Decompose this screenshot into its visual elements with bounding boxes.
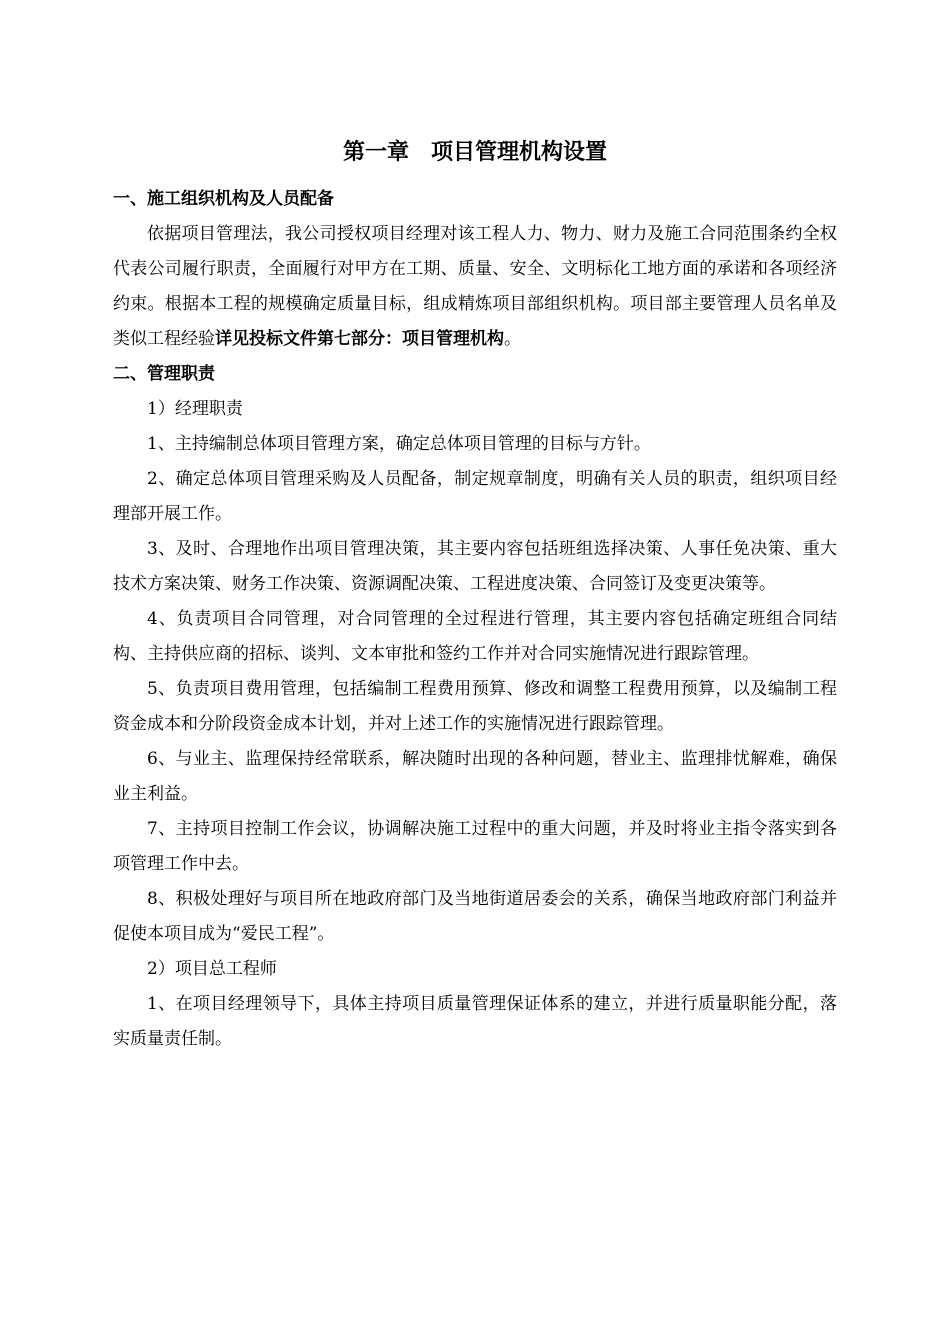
subsection-chief-engineer: 2）项目总工程师 [147,959,277,979]
chapter-title: 第一章 项目管理机构设置 [342,139,607,165]
section-heading-organization: 一、施工组织机构及人员配备 [113,189,334,209]
manager-duty-item: 1、主持编制总体项目管理方案，确定总体项目管理的目标与方针。 [147,434,651,454]
manager-duty-item: 4、负责项目合同管理，对合同管理的全过程进行管理，其主要内容包括确定班组合同结构、主持供应商的招标、谈判、文本审批和签约工作并对合同实施情况进行跟踪管理。 [113,609,837,664]
document-body [113,132,837,1057]
manager-duty-item: 8、积极处理好与项目所在地政府部门及当地街道居委会的关系，确保当地政府部门利益并促使本项目成为“爱民工程”。 [113,889,837,944]
organization-paragraph [113,217,837,357]
organization-paragraph-reference: 详见投标文件第七部分：项目管理机构 [215,329,504,349]
chief-engineer-duty-item: 1、在项目经理领导下，具体主持项目质量管理保证体系的建立，并进行质量职能分配，落实质量责任制。 [113,994,837,1049]
manager-duty-item: 7、主持项目控制工作会议，协调解决施工过程中的重大问题，并及时将业主指令落实到各项管理工作中去。 [113,819,837,874]
manager-duty-item: 2、确定总体项目管理采购及人员配备，制定规章制度，明确有关人员的职责，组织项目经理部开展工作。 [113,469,837,524]
organization-paragraph-text: 依据项目管理法，我公司授权项目经理对该工程人力、物力、财力及施工合同范围条约全权代表公司履行职责，全面履行对甲方在工期、质量、安全、文明标化工地方面的承诺和各项经济约束。根据本工程的规模确定质量目标，组成精炼项目部组织机构。项目部主要管理人员名单及类似工程经验 [113,224,837,349]
subsection-manager-duties: 1）经理职责 [147,399,243,419]
manager-duty-item: 3、及时、合理地作出项目管理决策，其主要内容包括班组选择决策、人事任免决策、重大技术方案决策、财务工作决策、资源调配决策、工程进度决策、合同签订及变更决策等。 [113,539,837,594]
manager-duty-item: 6、与业主、监理保持经常联系，解决随时出现的各种问题，替业主、监理排忧解难，确保业主利益。 [113,749,837,804]
section-heading-duties: 二、管理职责 [113,364,215,384]
organization-paragraph-end: 。 [504,329,521,349]
manager-duty-item: 5、负责项目费用管理，包括编制工程费用预算、修改和调整工程费用预算，以及编制工程资金成本和分阶段资金成本计划，并对上述工作的实施情况进行跟踪管理。 [113,679,837,734]
